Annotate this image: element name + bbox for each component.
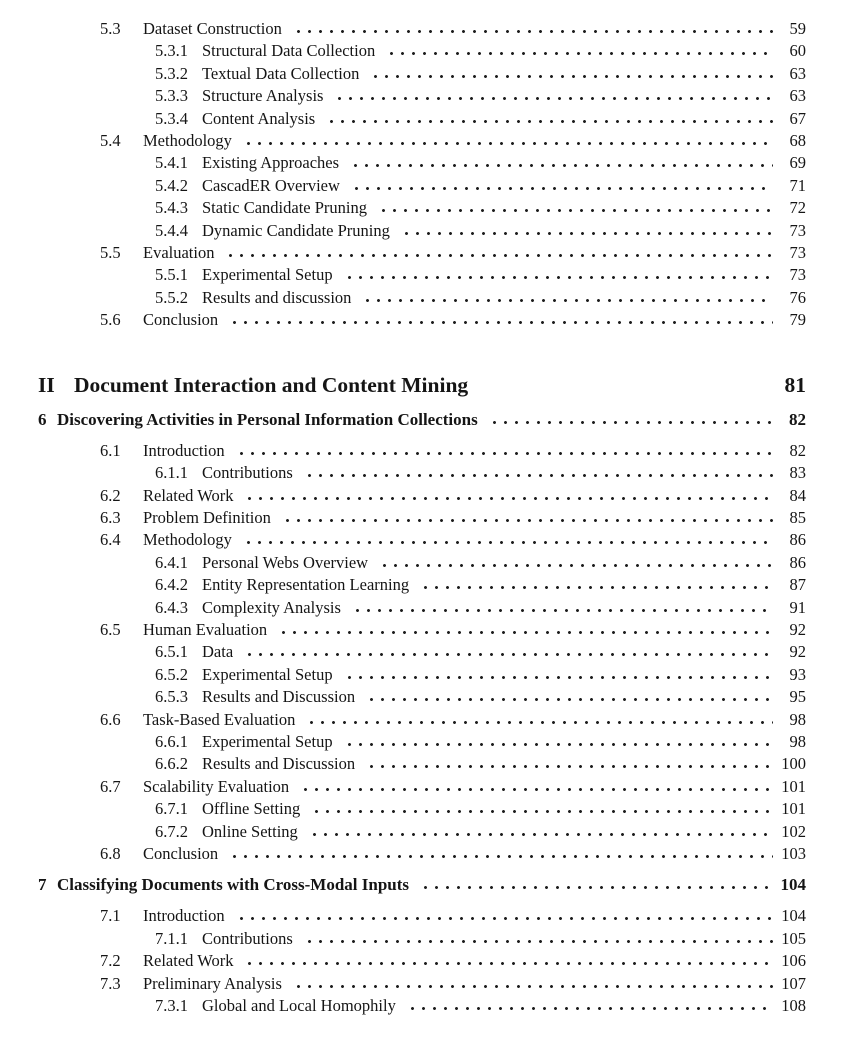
toc-entry[interactable] — [38, 529, 806, 551]
entry-title: Contributions — [202, 463, 293, 483]
entry-title: Classifying Documents with Cross-Modal Inputs — [57, 875, 410, 895]
entry-number: 6.5.2 — [155, 664, 188, 684]
entry-page: 68 — [789, 131, 806, 151]
leader-dots — [416, 885, 773, 890]
entry-page: 71 — [789, 175, 806, 195]
entry-title: Introduction — [143, 906, 225, 926]
entry-title: Task-Based Evaluation — [143, 709, 296, 729]
entry-number: 6.5 — [100, 619, 121, 639]
entry-number: 7.1.1 — [155, 928, 188, 948]
leader-dots — [403, 1006, 773, 1011]
entry-page: 93 — [789, 664, 806, 684]
entry-page: 104 — [781, 906, 806, 926]
leader-dots — [296, 787, 773, 792]
leader-dots — [346, 163, 773, 168]
toc-entry[interactable] — [38, 485, 806, 507]
entry-title: Preliminary Analysis — [143, 973, 282, 993]
toc-entry[interactable] — [38, 440, 806, 462]
toc-entry[interactable] — [38, 731, 806, 753]
entry-page: 73 — [789, 265, 806, 285]
entry-page: 95 — [789, 687, 806, 707]
leader-dots — [485, 420, 773, 425]
entry-title: Document Interaction and Content Mining — [74, 372, 469, 397]
entry-number: 5.3.2 — [155, 63, 188, 83]
leader-dots — [358, 298, 773, 303]
entry-title: Methodology — [143, 530, 232, 550]
leader-dots — [330, 96, 773, 101]
leader-dots — [300, 473, 773, 478]
leader-dots — [225, 320, 773, 325]
entry-title: Introduction — [143, 440, 225, 460]
toc-entry[interactable] — [38, 175, 806, 197]
toc-entry[interactable] — [38, 686, 806, 708]
entry-number: 6.7 — [100, 776, 121, 796]
entry-title: Dataset Construction — [143, 19, 282, 38]
entry-page: 63 — [789, 63, 806, 83]
entry-title: Existing Approaches — [202, 153, 340, 173]
entry-page: 59 — [789, 19, 806, 38]
toc-entry[interactable] — [38, 507, 806, 529]
entry-page: 82 — [789, 440, 806, 460]
entry-title: Results and discussion — [202, 287, 352, 307]
entry-title: Structural Data Collection — [202, 41, 376, 61]
toc-entry[interactable] — [38, 197, 806, 219]
entry-title: Online Setting — [202, 821, 298, 841]
entry-title: Methodology — [143, 131, 232, 151]
entry-title: Experimental Setup — [202, 664, 333, 684]
entry-page: 69 — [789, 153, 806, 173]
entry-title: Related Work — [143, 951, 234, 971]
leader-dots — [289, 29, 773, 34]
toc-entry[interactable] — [38, 843, 806, 865]
entry-number: 5.4.2 — [155, 175, 188, 195]
leader-dots — [232, 916, 773, 921]
entry-page: 63 — [789, 86, 806, 106]
entry-page: 76 — [789, 287, 806, 307]
leader-dots — [362, 697, 773, 702]
entry-page: 82 — [789, 409, 806, 429]
entry-page: 108 — [781, 996, 806, 1016]
leader-dots — [232, 451, 773, 456]
toc-entry[interactable] — [38, 309, 806, 331]
entry-title: Discovering Activities in Personal Information Collections — [57, 409, 478, 429]
entry-title: Results and Discussion — [202, 687, 356, 707]
entry-title: Results and Discussion — [202, 754, 356, 774]
leader-dots — [239, 540, 773, 545]
entry-page: 107 — [781, 973, 806, 993]
leader-dots — [374, 208, 773, 213]
entry-page: 73 — [789, 220, 806, 240]
entry-page: 73 — [789, 243, 806, 263]
entry-number: 6.8 — [100, 844, 121, 863]
leader-dots — [475, 387, 773, 392]
toc-entry[interactable] — [38, 905, 806, 927]
toc-entry[interactable] — [38, 18, 806, 40]
entry-number: 6.6.2 — [155, 754, 188, 774]
entry-number: 6.5.3 — [155, 687, 188, 707]
entry-number: 5.5 — [100, 243, 121, 263]
leader-dots — [347, 186, 773, 191]
entry-title: Personal Webs Overview — [202, 552, 369, 572]
entry-page: 101 — [781, 799, 806, 819]
leader-dots — [382, 51, 773, 56]
entry-title: Global and Local Homophily — [202, 996, 396, 1016]
entry-number: 6.4.1 — [155, 552, 188, 572]
entry-page: 83 — [789, 463, 806, 483]
toc-entry[interactable] — [38, 40, 806, 62]
leader-dots — [348, 608, 773, 613]
entry-page: 92 — [789, 642, 806, 662]
entry-number: 6 — [38, 409, 47, 429]
entry-title: Structure Analysis — [202, 86, 324, 106]
entry-title: Problem Definition — [143, 507, 271, 527]
entry-page: 92 — [789, 619, 806, 639]
entry-number: 5.4 — [100, 131, 121, 151]
toc-entry[interactable] — [38, 821, 806, 843]
entry-number: 7.3.1 — [155, 996, 188, 1016]
toc-entry[interactable] — [38, 130, 806, 152]
entry-title: CascadER Overview — [202, 175, 340, 195]
entry-page: 102 — [781, 821, 806, 841]
toc-entry[interactable] — [38, 664, 806, 686]
entry-page: 84 — [789, 485, 806, 505]
entry-title: Experimental Setup — [202, 731, 333, 751]
entry-page: 104 — [780, 875, 806, 895]
entry-page: 79 — [789, 310, 806, 330]
entry-number: 6.6 — [100, 709, 121, 729]
leader-dots — [239, 141, 773, 146]
toc-entry[interactable] — [38, 753, 806, 775]
entry-page: 67 — [789, 108, 806, 128]
toc-entry[interactable] — [38, 597, 806, 619]
leader-dots — [225, 854, 773, 859]
toc-entry[interactable] — [38, 220, 806, 242]
leader-dots — [240, 961, 773, 966]
toc-entry[interactable] — [38, 798, 806, 820]
toc-entry[interactable] — [38, 574, 806, 596]
entry-page: 86 — [789, 552, 806, 572]
toc-entry[interactable] — [38, 85, 806, 107]
toc-entry[interactable] — [38, 709, 806, 731]
leader-dots — [300, 939, 773, 944]
toc-entry[interactable] — [38, 242, 806, 264]
leader-dots — [240, 652, 773, 657]
toc-entry[interactable] — [38, 973, 806, 995]
entry-number: 6.1 — [100, 440, 121, 460]
entry-number: 6.3 — [100, 507, 121, 527]
leader-dots — [289, 984, 773, 989]
leader-dots — [221, 253, 773, 258]
leader-dots — [416, 585, 773, 590]
toc-entry[interactable] — [38, 641, 806, 663]
entry-page: 98 — [789, 731, 806, 751]
entry-title: Scalability Evaluation — [143, 776, 290, 796]
toc-list — [38, 18, 806, 1017]
leader-dots — [397, 231, 773, 236]
toc-entry[interactable] — [38, 287, 806, 309]
entry-title: Evaluation — [143, 243, 215, 263]
entry-page: 106 — [781, 951, 806, 971]
toc-entry[interactable] — [38, 152, 806, 174]
toc-entry[interactable] — [38, 408, 806, 432]
entry-number: 7.2 — [100, 951, 121, 971]
entry-title: Contributions — [202, 928, 293, 948]
entry-page: 60 — [789, 41, 806, 61]
entry-number: II — [38, 372, 55, 397]
entry-page: 103 — [781, 844, 806, 863]
entry-number: 6.4.3 — [155, 597, 188, 617]
leader-dots — [340, 675, 773, 680]
entry-title: Dynamic Candidate Pruning — [202, 220, 390, 240]
leader-dots — [307, 809, 773, 814]
entry-title: Content Analysis — [202, 108, 316, 128]
leader-dots — [322, 119, 773, 124]
leader-dots — [340, 275, 773, 280]
entry-number: 7.3 — [100, 973, 121, 993]
entry-number: 6.1.1 — [155, 463, 188, 483]
entry-number: 5.5.1 — [155, 265, 188, 285]
toc-entry[interactable] — [38, 776, 806, 798]
leader-dots — [340, 742, 773, 747]
entry-page: 101 — [781, 776, 806, 796]
entry-number: 5.3.4 — [155, 108, 188, 128]
entry-title: Related Work — [143, 485, 234, 505]
entry-title: Textual Data Collection — [202, 63, 360, 83]
entry-number: 6.6.1 — [155, 731, 188, 751]
entry-number: 7.1 — [100, 906, 121, 926]
entry-number: 5.4.1 — [155, 153, 188, 173]
leader-dots — [305, 832, 773, 837]
entry-title: Conclusion — [143, 844, 219, 863]
leader-dots — [278, 518, 773, 523]
toc-entry[interactable] — [38, 873, 806, 897]
entry-title: Entity Representation Learning — [202, 575, 410, 595]
entry-number: 5.6 — [100, 310, 121, 330]
entry-number: 5.3.3 — [155, 86, 188, 106]
entry-page: 85 — [789, 507, 806, 527]
entry-page: 91 — [789, 597, 806, 617]
toc-entry[interactable] — [38, 928, 806, 950]
toc-entry[interactable] — [38, 552, 806, 574]
leader-dots — [375, 563, 773, 568]
toc-entry[interactable] — [38, 462, 806, 484]
entry-title: Static Candidate Pruning — [202, 198, 367, 218]
toc-entry[interactable] — [38, 619, 806, 641]
leader-dots — [362, 764, 773, 769]
entry-number: 5.4.4 — [155, 220, 188, 240]
entry-page: 72 — [789, 198, 806, 218]
entry-number: 7 — [38, 875, 47, 895]
entry-page: 87 — [789, 575, 806, 595]
entry-page: 105 — [781, 928, 806, 948]
entry-number: 5.3.1 — [155, 41, 188, 61]
toc-entry[interactable] — [38, 370, 806, 400]
leader-dots — [302, 720, 773, 725]
entry-title: Offline Setting — [202, 799, 301, 819]
entry-title: Complexity Analysis — [202, 597, 341, 617]
entry-title: Human Evaluation — [143, 619, 268, 639]
entry-page: 98 — [789, 709, 806, 729]
entry-number: 5.5.2 — [155, 287, 188, 307]
leader-dots — [366, 74, 773, 79]
entry-number: 5.3 — [100, 19, 121, 38]
entry-number: 6.2 — [100, 485, 121, 505]
entry-page: 86 — [789, 530, 806, 550]
toc-entry[interactable] — [38, 950, 806, 972]
entry-number: 6.4.2 — [155, 575, 188, 595]
entry-number: 6.7.1 — [155, 799, 188, 819]
toc-entry[interactable] — [38, 264, 806, 286]
entry-number: 6.4 — [100, 530, 121, 550]
entry-page: 100 — [781, 754, 806, 774]
entry-number: 6.5.1 — [155, 642, 188, 662]
toc-entry[interactable] — [38, 995, 806, 1017]
leader-dots — [240, 496, 773, 501]
toc-entry[interactable] — [38, 108, 806, 130]
toc-entry[interactable] — [38, 63, 806, 85]
entry-page: 81 — [784, 372, 806, 397]
entry-number: 5.4.3 — [155, 198, 188, 218]
leader-dots — [274, 630, 773, 635]
entry-title: Experimental Setup — [202, 265, 333, 285]
entry-title: Conclusion — [143, 310, 219, 330]
entry-title: Data — [202, 642, 234, 662]
entry-number: 6.7.2 — [155, 821, 188, 841]
